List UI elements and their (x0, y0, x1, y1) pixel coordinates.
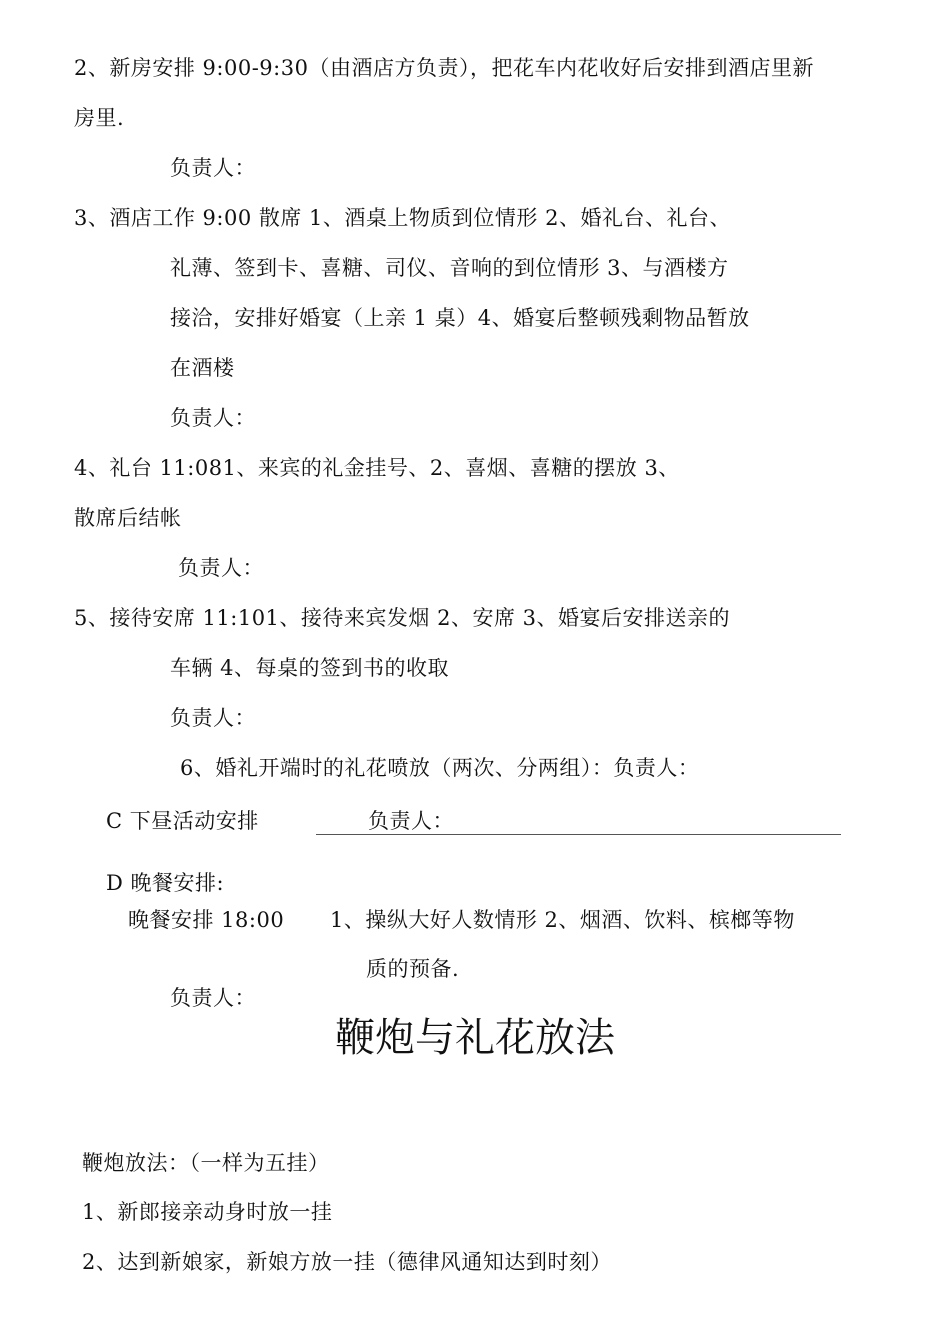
item-3-line-4: 在酒楼 (170, 356, 235, 380)
section-d-line-1: 1、操纵大好人数情形 2、烟酒、饮料、槟榔等物 (330, 908, 795, 932)
section-d-owner: 负责人： (170, 986, 256, 1010)
fireworks-step-1: 1、新郎接亲动身时放一挂 (82, 1200, 333, 1224)
item-5-line-2: 车辆 4、每桌的签到书的收取 (170, 656, 450, 680)
item-3-line-2: 礼薄、签到卡、喜糖、司仪、音响的到位情形 3、与酒楼方 (170, 256, 729, 280)
fireworks-title: 鞭炮与礼花放法 (335, 1015, 615, 1061)
item-4-line-1: 4、礼台 11:081、来宾的礼金挂号、2、喜烟、喜糖的摆放 3、 (74, 456, 680, 480)
item-4-line-2: 散席后结帐 (74, 506, 182, 530)
item-3-line-1: 3、酒店工作 9:00 散席 1、酒桌上物质到位情形 2、婚礼台、礼台、 (74, 206, 731, 230)
item-2-line-2: 房里. (74, 106, 125, 130)
section-c-heading: C 下昼活动安排 (106, 809, 259, 833)
item-2-owner: 负责人： (170, 156, 256, 180)
item-4-owner: 负责人： (178, 556, 264, 580)
section-c-owner: 负责人： (368, 809, 454, 833)
section-d-time: 晚餐安排 18:00 (128, 908, 285, 932)
item-5-line-1: 5、接待安席 11:101、接待来宾发烟 2、安席 3、婚宴后安排送亲的 (74, 606, 730, 630)
item-6-line-1: 6、婚礼开端时的礼花喷放（两次、分两组）：负责人： (180, 756, 700, 780)
fireworks-step-2: 2、达到新娘家，新娘方放一挂（德律风通知达到时刻） (82, 1250, 612, 1274)
item-5-owner: 负责人： (170, 706, 256, 730)
item-3-line-3: 接洽，安排好婚宴（上亲 1 桌）4、婚宴后整顿残剩物品暂放 (170, 306, 750, 330)
fireworks-intro: 鞭炮放法：（一样为五挂） (82, 1151, 330, 1175)
item-2-line-1: 2、新房安排 9:00-9:30（由酒店方负责），把花车内花收好后安排到酒店里新 (74, 56, 814, 80)
signature-line (316, 834, 841, 835)
section-d-heading: D 晚餐安排: (106, 871, 225, 895)
section-d-line-2: 质的预备. (366, 957, 460, 981)
item-3-owner: 负责人： (170, 406, 256, 430)
